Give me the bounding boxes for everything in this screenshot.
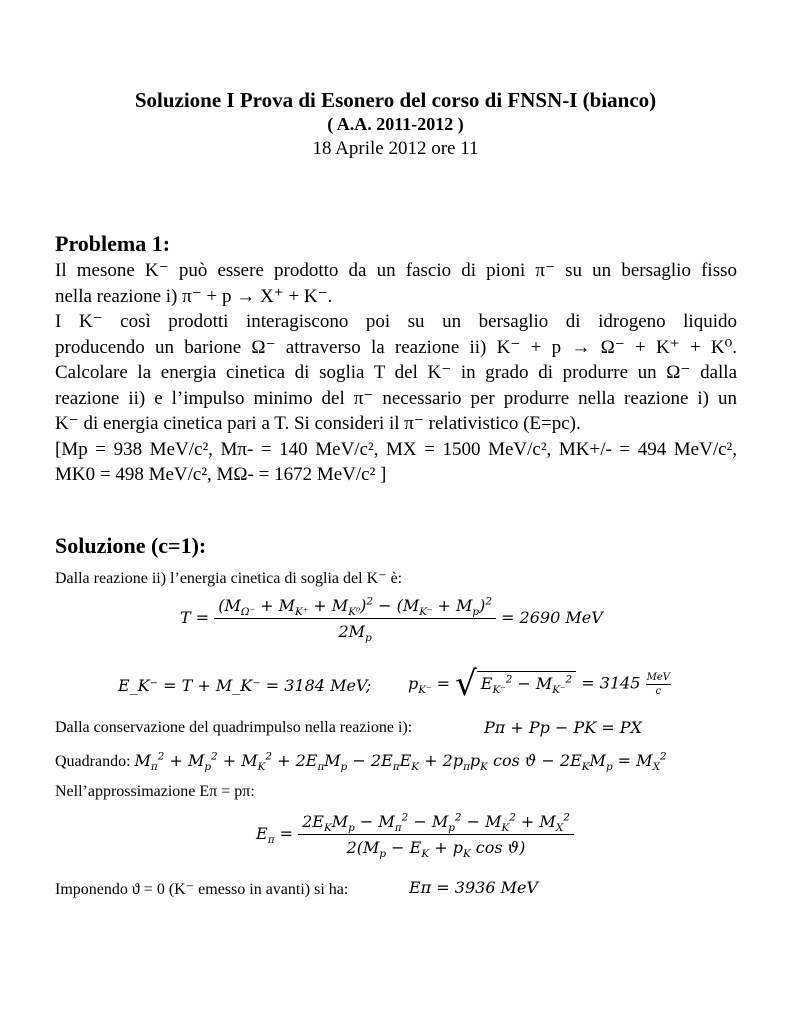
threshold-formula: T = $\frac{(M_{\Omega^-} + M_{K^+} + M_{K^0})^2 - (M_{K^-} + M_p)^2}{2M_p}$ = 2690 MeV [180,595,603,645]
academic-year: ( A.A. 2011-2012 ) [327,114,464,134]
exam-date: 18 Aprile 2012 ore 11 [312,138,479,159]
kaon-energy-eq: E_K⁻ = T + M_K⁻ = 3184 MeV; [118,676,372,695]
conservation-text: Dalla conservazione del quadrimpulso nella reazione i): [55,719,413,736]
problem-heading: Problema 1: [55,231,171,256]
problem-line: K⁻ di energia cinetica pari a T. Si consideri il π⁻ relativistico (E=pc). [55,413,581,434]
problem-line: producendo un barione Ω⁻ attraverso la reazione ii) K⁻ + p → Ω⁻ + K⁺ + K⁰. [55,336,737,358]
threshold-result: = 2690 MeV [501,608,603,627]
kaon-momentum-eq: $p_{K^-}$ = √ $E_{K^-}^2 - M_{K^-}^2 = 3145$ $\frac{\text{MeV}}{c}$ [408,664,670,704]
problem-line: I K⁻ così prodotti interagiscono poi su un bersaglio di idrogeno liquido [55,311,737,332]
squaring-eq: Quadrando: $M_\pi^2 + M_p^2 + M_K^2 + 2E_\pi M_p - 2E_\pi E_K + 2p_\pi p_K$ $\cos ϑ - 2E_KM_p = M_X^2$ [55,750,667,774]
problem-line: reazione ii) e l’impulso minimo del π⁻ necessario per produrre nella reazione i) un [55,387,737,409]
threshold-fraction: $\frac{(M_{\Omega^-} + M_{K^+} + M_{K^0})^2 - (M_{K^-} + M_p)^2}{2M_p}$ [214,596,496,641]
momentum-result: = 3145 [581,673,641,693]
approximation-label: Nell’approssimazione Eπ = pπ: [55,783,255,800]
problem-line: MK0 = 498 MeV/c², MΩ- = 1672 MeV/c² ] [55,464,387,485]
solution-intro: Dalla reazione ii) l’energia cinetica di soglia del K⁻ è: [55,570,403,587]
problem-line: nella reazione i) π⁻ + p → X⁺ + K⁻. [55,285,333,307]
problem-line: [Mp = 938 MeV/c², Mπ- = 140 MeV/c², MX = 1500 MeV/c², MK+/- = 494 MeV/c², [55,438,737,460]
problem-statement [55,258,737,488]
document-title: Soluzione I Prova di Esonero del corso di FNSN-I (bianco) [134,88,657,112]
pion-energy-fraction: $\frac{2E_KM_p - M_\pi^2 - M_p^2 - M_K^2 + M_X^2}{2(M_p - E_K + p_K \cos ϑ)}$ [298,812,574,857]
momentum-unit: $\frac{\text{MeV}}{c}$ [646,671,670,697]
problem-line: Calcolare la energia cinetica di soglia T del K⁻ in grado di produrre un Ω⁻ dalla [55,362,737,383]
solution-heading: Soluzione (c=1): [55,533,207,558]
pion-energy-formula: $E_\pi$ = $\frac{2E_KM_p - M_\pi^2 - M_p^2 - M_K^2 + M_X^2}{2(M_p - E_K + p_K \cos ϑ)}$ [256,812,574,857]
final-result: Eπ = 3936 MeV [409,878,538,897]
conservation-eq: Pπ + Pp − PK = PX [484,718,642,737]
imposing-text: Imponendo ϑ = 0 (K⁻ emesso in avanti) si ha: [55,881,349,898]
problem-line: Il mesone K⁻ può essere prodotto da un fascio di pioni π⁻ su un bersaglio fisso [55,260,737,281]
